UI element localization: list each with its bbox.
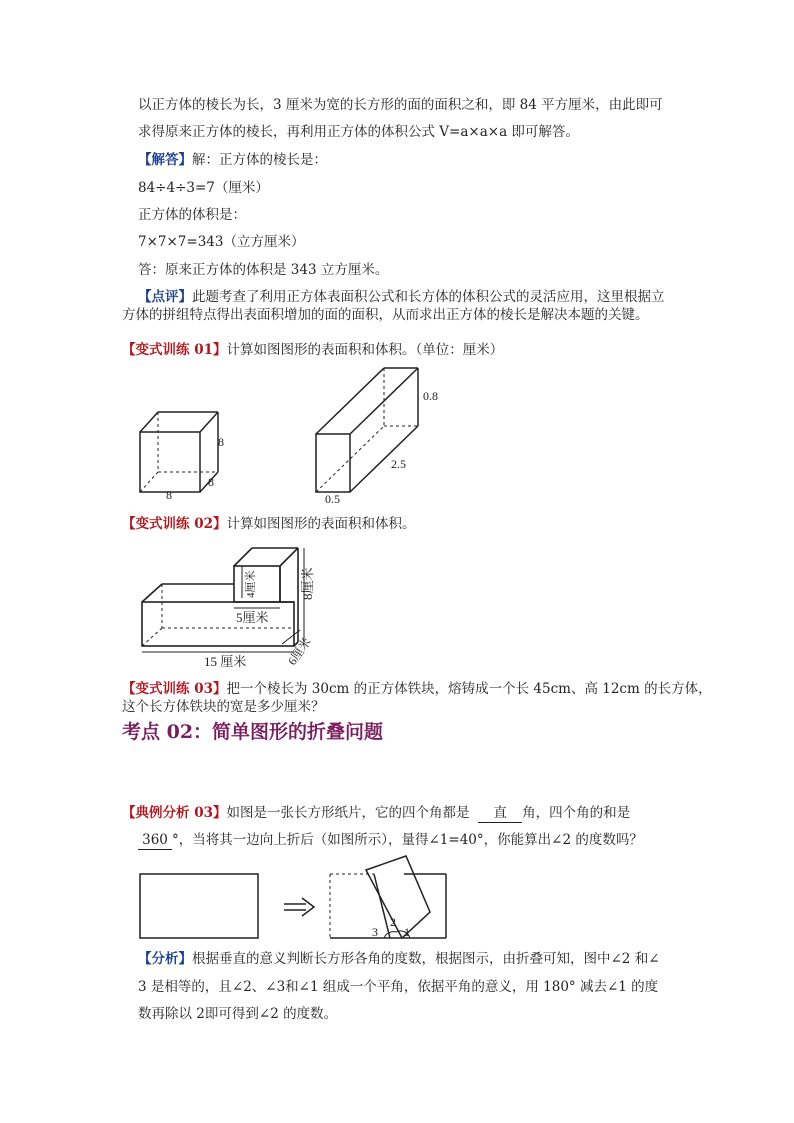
box-length-label: 2.5	[391, 457, 406, 471]
analysis-line: 3 是相等的，且∠2、∠3和∠1 组成一个平角，依据平角的意义，用 180° 减去∠1 的度	[138, 979, 659, 995]
figure-combined-solid	[132, 540, 342, 672]
case-tag: 【典例分析 03】	[122, 805, 227, 821]
review-tag: 【点评】	[138, 289, 192, 305]
answer-line	[138, 151, 327, 169]
big-height-label: 8厘米	[300, 567, 315, 600]
answer-line: 正方体的体积是：	[138, 207, 246, 223]
answer-line: 84÷4÷3=7（厘米）	[138, 180, 269, 196]
angle-1-label: 1	[404, 925, 410, 939]
review-line: 方体的拼组特点得出表面积增加的面的面积，从而求出正方体的棱长是解决本题的关键。	[122, 307, 649, 323]
cube-width-label: 8	[166, 488, 172, 502]
answer-blank-1: 直	[478, 804, 522, 823]
text-line: 以正方体的棱长为长，3 厘米为宽的长方形的面的面积之和，即 84 平方厘米，由此即可	[138, 97, 663, 113]
exercise-tag: 【变式训练 03】	[122, 681, 227, 697]
angle-2-label: 2	[390, 915, 396, 929]
exercise-text: 计算如图图形的表面积和体积。	[226, 516, 416, 532]
analysis-tag: 【分析】	[138, 951, 192, 967]
answer-tag: 【解答】	[138, 152, 192, 168]
small-width-label: 5厘米	[236, 610, 269, 625]
depth-label: 6厘米	[284, 635, 314, 668]
box-height-label: 0.8	[423, 389, 438, 403]
answer-text: 解：正方体的棱长是：	[192, 152, 327, 168]
small-height-label: 4厘米	[245, 570, 257, 598]
exercise-02	[122, 515, 416, 533]
analysis-line	[138, 950, 660, 968]
cube-depth-label: 8	[208, 475, 214, 489]
exercise-01	[122, 341, 503, 359]
exercise-text: 计算如图图形的表面积和体积。（单位：厘米）	[226, 342, 504, 358]
text-line: 求得原来正方体的棱长，再利用正方体的体积公式 V=a×a×a 即可解答。	[138, 124, 579, 140]
case-text: 角，四个角的和是	[522, 805, 631, 821]
answer-line: 答：原来正方体的体积是 343 立方厘米。	[138, 262, 389, 278]
exercise-03	[122, 680, 712, 698]
review-text: 此题考查了利用正方体表面积公式和长方体的体积公式的灵活应用，这里根据立	[192, 289, 665, 305]
figure-cube-and-box	[130, 362, 450, 504]
case-text: °，当将其一边向上折后（如图所示），量得∠1=40°，你能算出∠2 的度数吗？	[172, 832, 643, 848]
exercise-tag: 【变式训练 01】	[122, 342, 227, 358]
cube-height-label: 8	[218, 435, 224, 449]
exercise-text: 把一个棱长为 30cm 的正方体铁块，熔铸成一个长 45cm、高 12cm 的长方体，	[226, 681, 712, 697]
section-heading: 考点 02：简单图形的折叠问题	[122, 721, 384, 743]
case-text: 如图是一张长方形纸片，它的四个角都是	[226, 805, 470, 821]
case-line	[138, 831, 643, 850]
exercise-line: 这个长方体铁块的宽是多少厘米？	[122, 699, 325, 715]
length-label: 15 厘米	[204, 654, 247, 669]
answer-line: 7×7×7=343（立方厘米）	[138, 234, 305, 250]
figure-folding	[134, 852, 458, 942]
analysis-text: 根据垂直的意义判断长方形各角的度数，根据图示，由折叠可知，图中∠2 和∠	[192, 951, 660, 967]
angle-3-label: 3	[372, 925, 378, 939]
answer-blank-2: 360	[138, 831, 172, 850]
review-line	[138, 288, 665, 306]
analysis-line: 数再除以 2即可得到∠2 的度数。	[138, 1006, 338, 1022]
exercise-tag: 【变式训练 02】	[122, 516, 227, 532]
case-line	[122, 804, 630, 823]
box-width-label: 0.5	[325, 492, 340, 504]
